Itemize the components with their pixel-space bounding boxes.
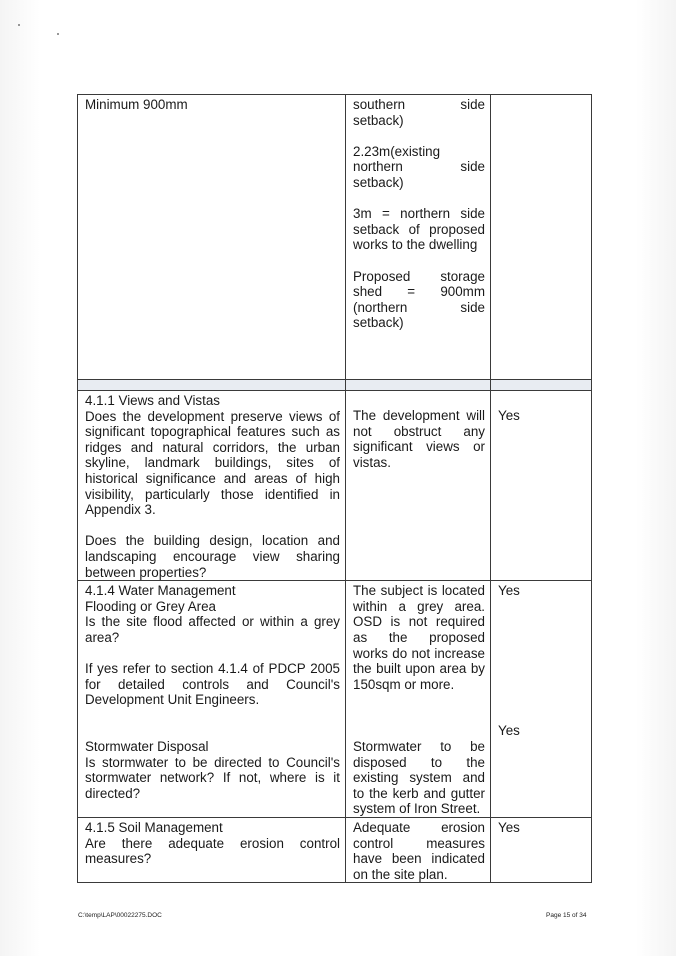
control-cell <box>78 581 346 818</box>
control-text: Does the development preserve views of significant topographical features such as ridges and natural corridors, the urban skyline, landmark buildings, sites of historical significance and areas of high visibility, particularly those identified in Appendix 3. <box>85 408 340 518</box>
proposal-text: 3m = northern side setback of proposed works to the dwelling <box>353 206 485 253</box>
table-row <box>78 95 592 380</box>
table-row <box>78 818 592 883</box>
proposal-text: The subject is located within a grey area. OSD is not required as the proposed works do not increase the built upon area by 150sqm or more. <box>353 583 485 692</box>
proposal-text: The development will not obstruct any significant views or vistas. <box>353 408 485 470</box>
proposal-cell <box>346 95 491 380</box>
control-text: Does the building design, location and landscaping encourage view sharing between properties? <box>85 533 340 580</box>
control-text: Minimum 900mm <box>85 97 188 112</box>
section-separator-row <box>78 380 592 391</box>
complies-text: Yes <box>498 408 520 423</box>
control-text: If yes refer to section 4.1.4 of PDCP 2005 for detailed controls and Council's Development Unit Engineers. <box>85 661 340 708</box>
complies-cell <box>491 581 592 818</box>
control-cell <box>78 95 346 380</box>
scan-speck <box>57 33 59 35</box>
proposal-cell <box>346 581 491 818</box>
section-heading: 4.1.5 Soil Management <box>85 820 223 836</box>
sub-heading: Stormwater Disposal <box>85 739 209 755</box>
proposal-cell <box>346 818 491 883</box>
section-heading: 4.1.4 Water Management <box>85 583 236 599</box>
table-row <box>78 391 592 581</box>
proposal-text: Adequate erosion control measures have been indicated on the site plan. <box>353 820 485 882</box>
complies-text: Yes <box>498 583 520 599</box>
complies-cell <box>491 391 592 581</box>
control-text: Is stormwater to be directed to Council's stormwater network? If not, where is it directed? <box>85 754 340 801</box>
compliance-table <box>77 94 592 883</box>
footer-page-number: Page 15 of 34 <box>546 912 587 919</box>
complies-cell <box>491 95 592 380</box>
control-text: Is the site flood affected or within a grey area? <box>85 614 340 645</box>
proposal-text: Proposed storage shed = 900mm (northern side setback) <box>353 268 485 331</box>
proposal-text: Stormwater to be disposed to the existing system and to the kerb and gutter system of Iron Street. <box>353 739 485 817</box>
sub-heading: Flooding or Grey Area <box>85 598 216 614</box>
proposal-text: 2.23m(existing northern side setback) <box>353 143 485 190</box>
complies-text: Yes <box>498 723 520 739</box>
footer-file-path: C:\temp\LAP\00022275.DOC <box>78 912 162 919</box>
complies-cell <box>491 818 592 883</box>
control-text: Are there adequate erosion control measures? <box>85 835 340 867</box>
control-cell <box>78 391 346 581</box>
control-cell <box>78 818 346 883</box>
table-row <box>78 581 592 818</box>
proposal-text: southern side setback) <box>353 97 485 128</box>
section-heading: 4.1.1 Views and Vistas <box>85 393 220 408</box>
complies-text: Yes <box>498 820 520 836</box>
proposal-cell <box>346 391 491 581</box>
scan-speck <box>18 24 20 26</box>
